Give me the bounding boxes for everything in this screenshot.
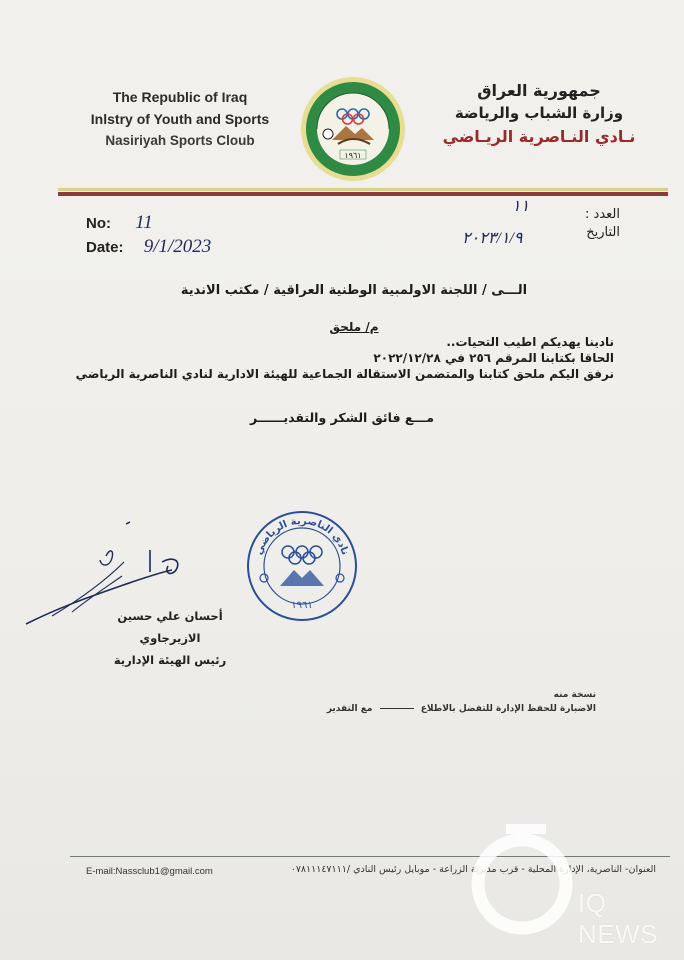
header-rule-gold [58,188,668,191]
copies-block [327,688,596,716]
signatory-name: أحسان علي حسين الازيرجاوي [117,609,223,645]
stamp-year: ١٩٦١ [291,600,313,611]
greeting-line: نادينا يهديكم اطيب التحيات.. [446,335,614,349]
arabic-letterhead [434,80,644,150]
copies-dash [380,708,414,709]
club-logo [298,74,408,184]
svg-text:نادي الناصرية الرياضي [254,516,351,557]
footer-email: E-mail:Nassclub1@gmail.com [86,866,213,877]
reference-line: الحاقا بكتابنا المرقم ٢٥٦ في ٢٠٢٢/١٢/٢٨ [373,351,614,365]
signatory-title: رئيس الهيئة الإدارية [113,653,227,667]
watermark-text: IQ NEWS [578,888,658,949]
number-label: No: [86,215,111,232]
closing-line: مـــع فائق الشكر والتقديــــــر [250,410,434,425]
ministry-label: Inlstry of Youth and Sports [90,111,270,127]
logo-year: ١٩٦١ [344,151,362,160]
club-name-ar: نـادي النـاصرية الريـاضي [442,127,636,146]
copies-suffix: مع التقدير [326,704,373,714]
date-label: Date: [86,239,124,256]
date-label-ar: التاريخ [586,225,620,240]
reference-block-ar [585,206,620,242]
club-name-en: Nasiriyah Sports Cloub [105,133,255,148]
header-rule-maroon [58,192,668,196]
number-value-ar: ١١ [512,198,530,215]
letter-body [54,334,614,382]
republic-label-ar: جمهورية العراق [477,81,601,100]
stamp-ring-text: نادي الناصرية الرياضي [253,515,351,557]
recipient-line: الـــى / اللجنة الاولمبية الوطنية العراقية / مكتب الاندية [180,283,528,298]
copies-heading: نسخة منه [553,690,596,700]
subject-line [294,320,414,334]
reference-block-en [86,212,211,258]
club-stamp [244,508,360,624]
watermark-logo-icon [462,818,582,938]
date-value: 9/1/2023 [143,236,212,257]
content-line: نرفق اليكم ملحق كتابنا والمتضمن الاستقالة الجماعية للهيئة الادارية لنادي الناصرية الرياضي [75,367,614,381]
number-label-ar: العدد : [585,207,620,222]
ministry-label-ar: وزارة الشباب والرياضة [454,104,624,122]
republic-label: The Republic of Iraq [112,89,248,105]
english-letterhead [70,86,290,152]
number-value: 11 [135,212,153,233]
footer-address: العنوان- الناصرية، الإدارة المحلية - قرب مديرية الزراعة - موبايل رئيس النادي /٠٧٨١١١٤٧١١١ [290,864,656,875]
subject-text: م/ ملحق [329,320,379,334]
copies-line: الاضبارة للحفظ الإدارة للتفضل بالاطلاع [420,704,596,714]
date-value-ar: ٢٠٢٣/١/٩ [462,230,523,247]
signatory-block [100,605,240,671]
